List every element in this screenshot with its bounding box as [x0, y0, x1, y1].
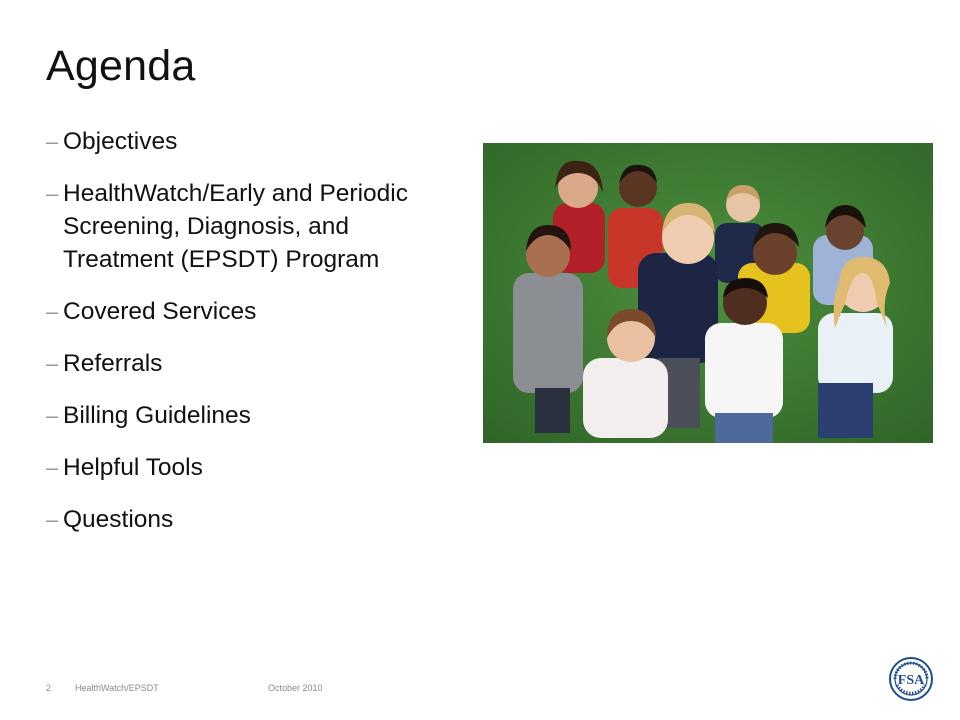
footer-date: October 2010: [268, 683, 323, 693]
bullet-dash: –: [46, 351, 59, 376]
children-group-photo: [483, 143, 933, 443]
agenda-item-covered-services: [46, 295, 426, 328]
agenda-item-label: HealthWatch/Early and Periodic Screening, Diagnosis, and Treatment (EPSDT) Program: [63, 180, 408, 273]
agenda-item-referrals: [46, 347, 426, 380]
agenda-item-billing-guidelines: [46, 399, 426, 432]
footer-page-number: 2: [46, 683, 52, 693]
agenda-item-label: Helpful Tools: [63, 454, 203, 481]
svg-text:FSA: FSA: [897, 673, 925, 688]
agenda-item-questions: [46, 503, 426, 536]
footer-program-name: HealthWatch/EPSDT: [75, 683, 159, 693]
fsa-seal-icon: [889, 657, 933, 701]
bullet-dash: –: [46, 129, 59, 154]
agenda-item-epsdt-program: [46, 177, 426, 276]
bullet-dash: –: [46, 403, 59, 428]
agenda-item-label: Questions: [63, 506, 174, 533]
agenda-item-label: Covered Services: [63, 298, 257, 325]
bullet-dash: –: [46, 181, 59, 206]
agenda-item-objectives: [46, 125, 426, 158]
agenda-list: [46, 125, 426, 555]
bullet-dash: –: [46, 299, 59, 324]
agenda-item-label: Billing Guidelines: [63, 402, 251, 429]
agenda-item-label: Referrals: [63, 350, 163, 377]
agenda-item-helpful-tools: [46, 451, 426, 484]
fsa-logo: [889, 657, 933, 701]
agenda-item-label: Objectives: [63, 128, 178, 155]
bullet-dash: –: [46, 455, 59, 480]
bullet-dash: –: [46, 507, 59, 532]
children-photo-illustration: [483, 143, 933, 443]
slide-title: Agenda: [46, 42, 196, 90]
